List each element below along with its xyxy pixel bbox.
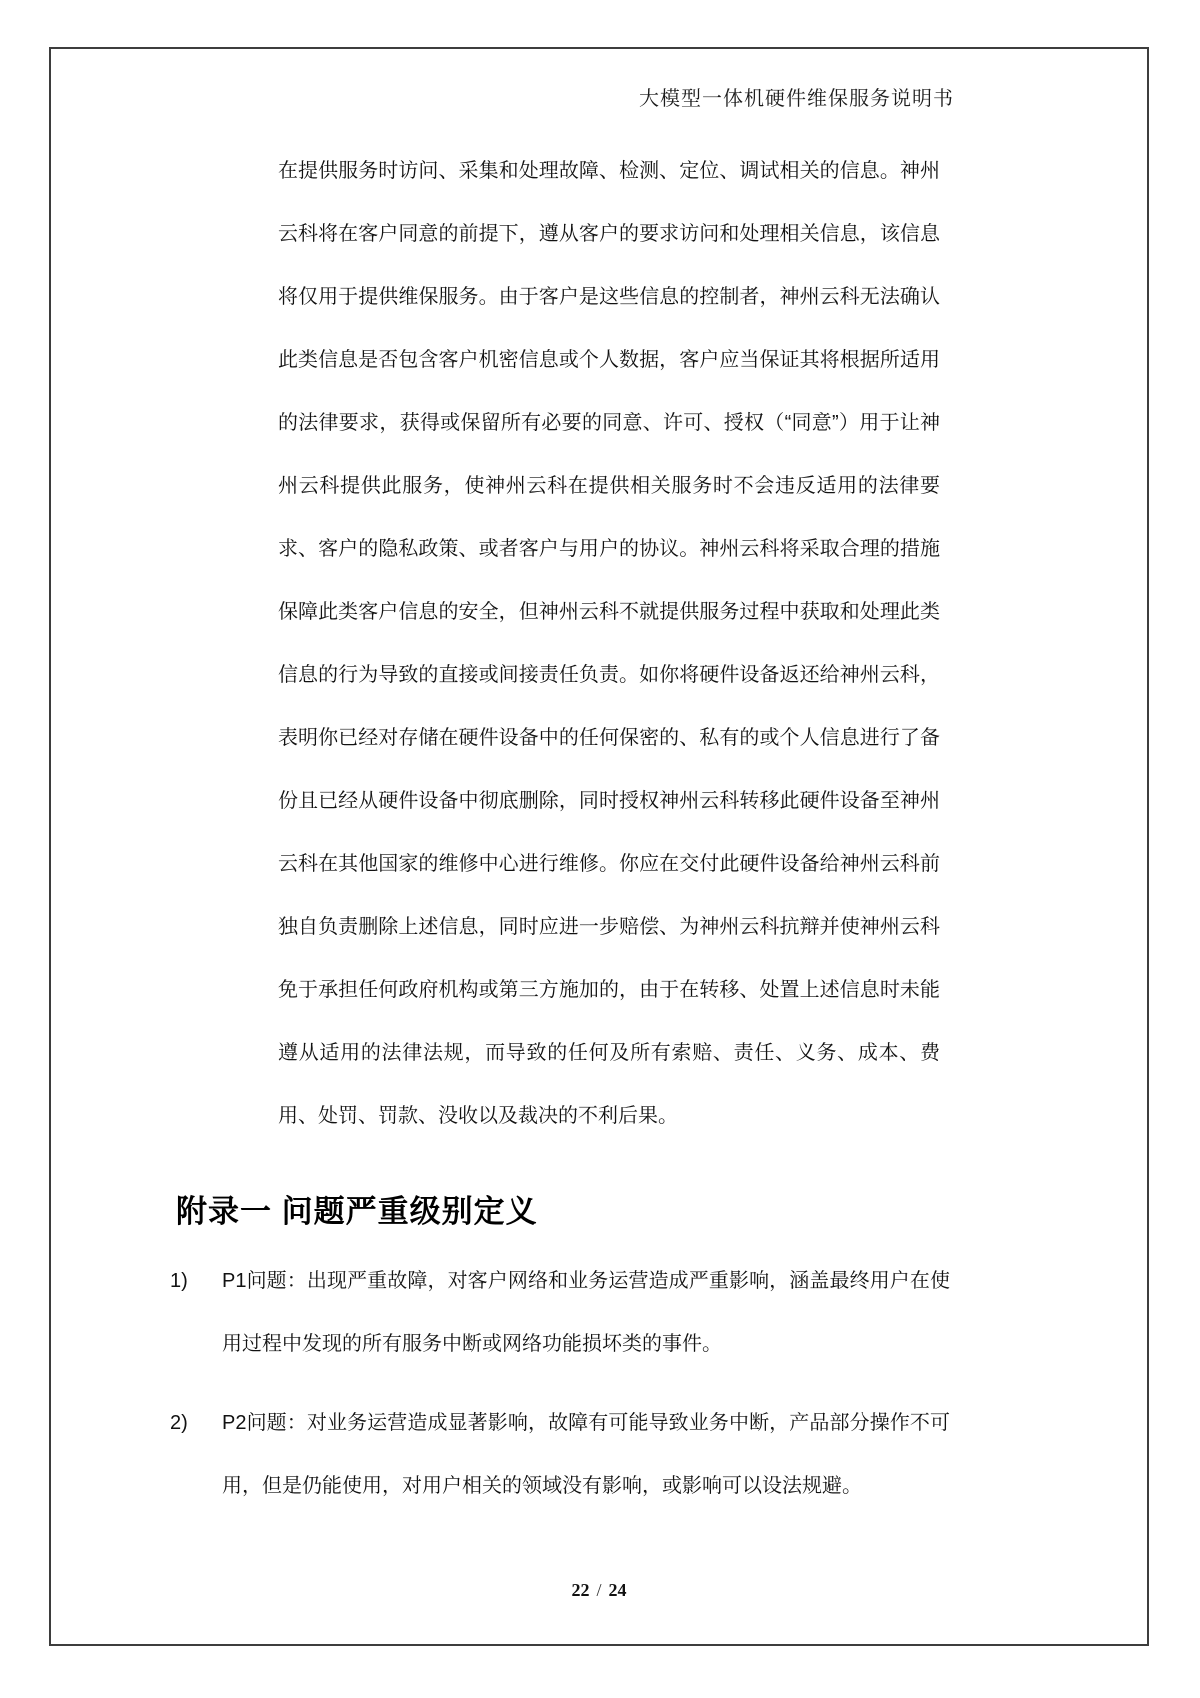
list-item-p2-marker: 2) — [170, 1412, 188, 1434]
document-header-title: 大模型一体机硬件维保服务说明书 — [639, 88, 954, 110]
page-number-separator: / — [596, 1580, 602, 1600]
body-paragraph: 在提供服务时访问、采集和处理故障、检测、定位、调试相关的信息。神州云科将在客户同意的前提下，遵从客户的要求访问和处理相关信息，该信息将仅用于提供维保服务。由于客户是这些信息的控制者，神州云科无法确认此类信息是否包含客户机密信息或个人数据，客户应当保证其将根据所适用的法律要求，获得或保留所有必要的同意、许可、授权（“同意”）用于让神州云科提供此服务，使神州云科在提供相关服务时不会违反适用的法律要求、客户的隐私政策、或者客户与用户的协议。神州云科将采取合理的措施保障此类客户信息的安全，但神州云科不就提供服务过程中获取和处理此类信息的行为导致的直接或间接责任负责。如你将硬件设备返还给神州云科，表明你已经对存储在硬件设备中的任何保密的、私有的或个人信息进行了备份且已经从硬件设备中彻底删除，同时授权神州云科转移此硬件设备至神州云科在其他国家的维修中心进行维修。你应在交付此硬件设备给神州云科前独自负责删除上述信息，同时应进一步赔偿、为神州云科抗辩并使神州云科免于承担任何政府机构或第三方施加的，由于在转移、处置上述信息时未能遵从适用的法律法规，而导致的任何及所有索赔、责任、义务、成本、费用、处罚、罚款、没收以及裁决的不利后果。 — [278, 160, 940, 1127]
list-item-p1-text: P1问题：出现严重故障，对客户网络和业务运营造成严重影响，涵盖最终用户在使用过程中发现的所有服务中断或网络功能损坏类的事件。 — [222, 1270, 950, 1355]
list-item-p2-text: P2问题：对业务运营造成显著影响，故障有可能导致业务中断，产品部分操作不可用，但是仍能使用，对用户相关的领域没有影响，或影响可以设法规避。 — [222, 1412, 950, 1497]
appendix-heading: 附录一 问题严重级别定义 — [176, 1194, 538, 1229]
severity-definition-list — [170, 1250, 950, 1518]
page-number-current: 22 — [571, 1580, 590, 1600]
list-item-p1 — [170, 1250, 950, 1376]
page-footer — [49, 1580, 1149, 1601]
list-item-p1-marker: 1) — [170, 1270, 188, 1292]
list-item-p2 — [170, 1392, 950, 1518]
page-number-total: 24 — [608, 1580, 627, 1600]
